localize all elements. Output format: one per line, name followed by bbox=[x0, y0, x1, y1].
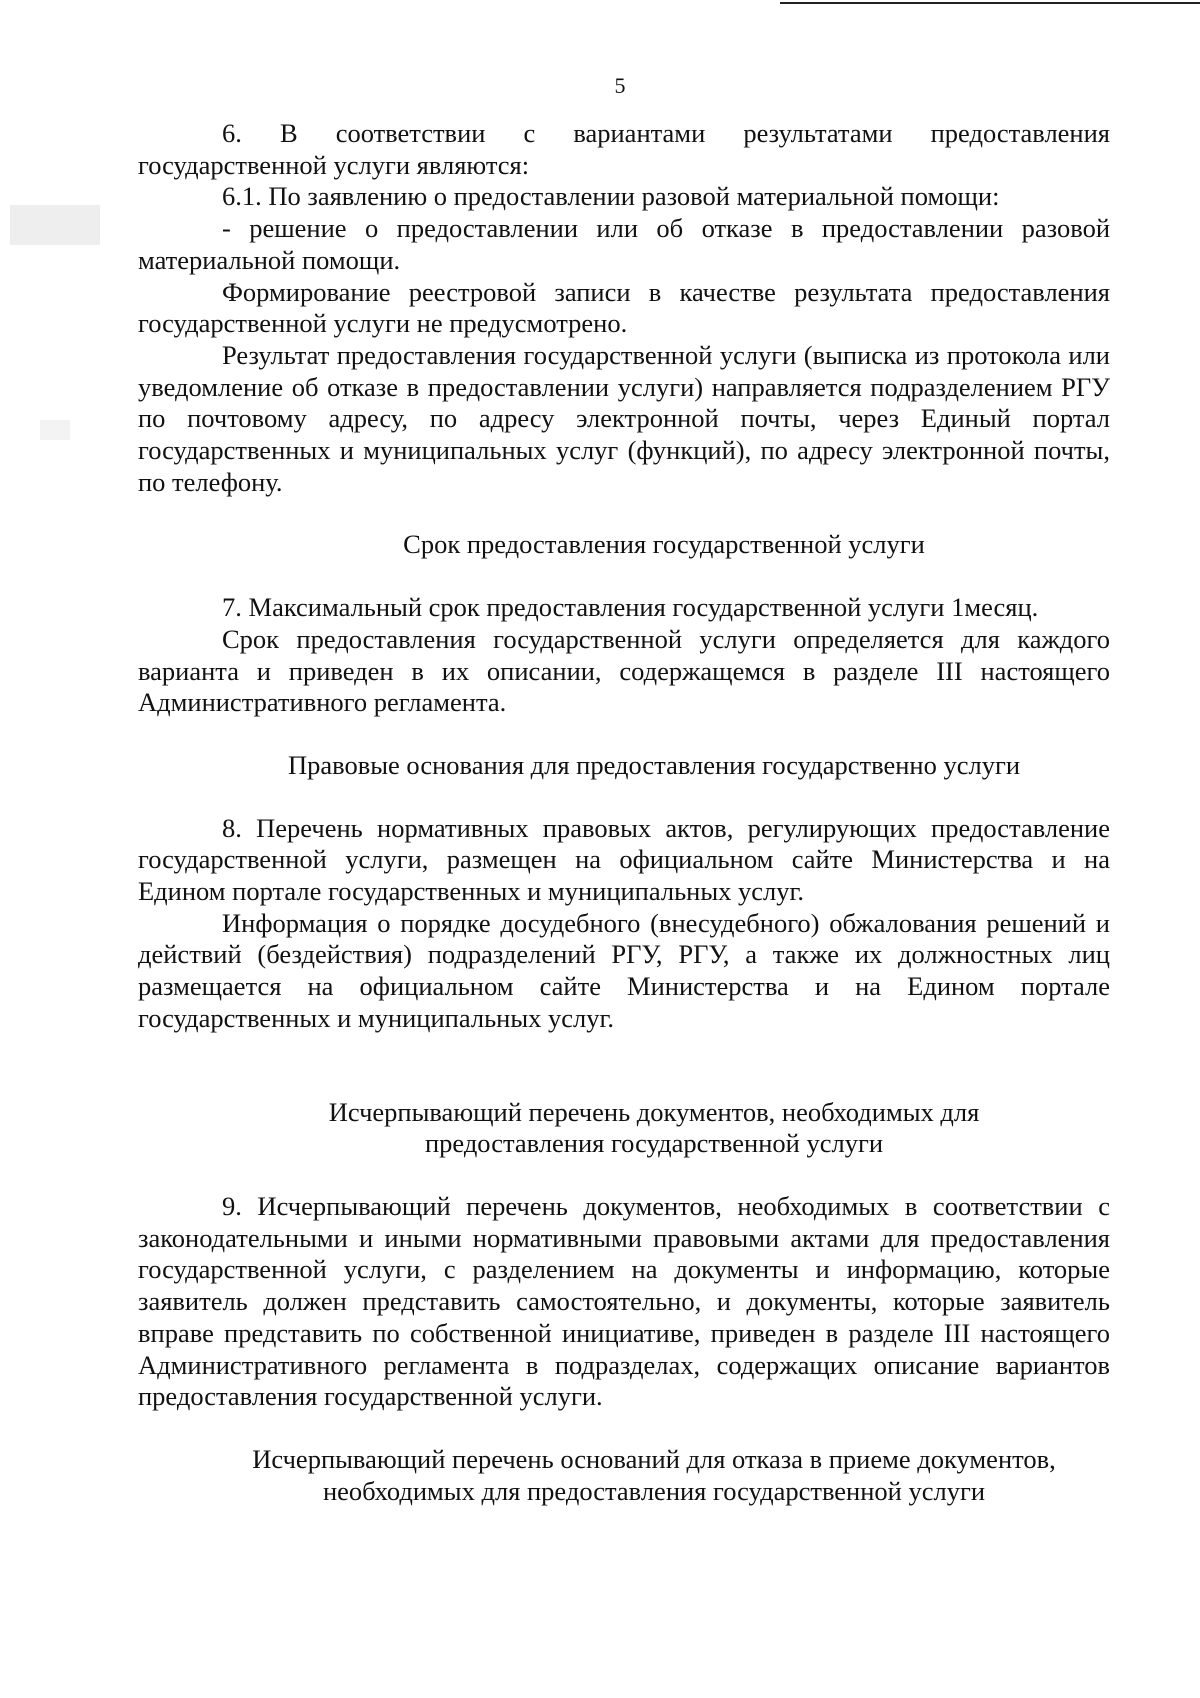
paragraph-registry: Формирование реестровой записи в качестве результата предоставления государственной услуги не предусмотрено. bbox=[138, 276, 1110, 339]
scan-artifact bbox=[40, 420, 70, 440]
heading-documents-line2: предоставления государственной услуги bbox=[424, 1128, 884, 1159]
paragraph-8: 8. Перечень нормативных правовых актов, регулирующих предоставление государственной услуги, размещен на официальном сайте Министерства и на Едином портале государственных и муниципальных услуг. bbox=[138, 812, 1110, 907]
heading-legal-basis: Правовые основания для предоставления государственно услуги bbox=[288, 749, 1020, 780]
document-body bbox=[138, 118, 1110, 1507]
paragraph-6: 6. В соответствии с вариантами результатами предоставления государственной услуги являются: bbox=[138, 118, 1110, 180]
paragraph-6-1-item: - решение о предоставлении или об отказе в предоставлении разовой материальной помощи. bbox=[138, 213, 1110, 275]
heading-documents-line1: Исчерпывающий перечень документов, необходимых для bbox=[328, 1096, 980, 1127]
heading-refusal-line2: необходимых для предоставления государственной услуги bbox=[322, 1475, 986, 1506]
heading-refusal-line1: Исчерпывающий перечень оснований для отказа в приеме документов, bbox=[252, 1443, 1056, 1474]
heading-term: Срок предоставления государственной услуги bbox=[403, 529, 925, 560]
paragraph-9: 9. Исчерпывающий перечень документов, необходимых в соответствии с законодательными и иными нормативными правовыми актами для предоставления государственной услуги, с разделением на документы и информацию, которые заявитель должен представить самостоятельно, и документы, которые заявитель вправе представить по собственной инициативе, приведен в разделе III настоящего Административного регламента в подразделах, содержащих описание вариантов предоставления государственной услуги. bbox=[138, 1190, 1110, 1412]
scan-artifact bbox=[10, 205, 100, 245]
paragraph-result: Результат предоставления государственной услуги (выписка из протокола или уведомление об отказе в предоставлении услуги) направляется подразделением РГУ по почтовому адресу, по адресу электронной почты, через Единый портал государственных и муниципальных услуг (функций), по адресу электронной почты, по телефону. bbox=[138, 339, 1110, 497]
page-number: 5 bbox=[614, 73, 626, 98]
paragraph-7: 7. Максимальный срок предоставления государственной услуги 1месяц. bbox=[222, 592, 1039, 623]
paragraph-7-term: Срок предоставления государственной услуги определяется для каждого варианта и приведен в их описании, содержащемся в разделе III настоящего Административного регламента. bbox=[138, 623, 1110, 718]
scan-top-border bbox=[780, 2, 1200, 4]
paragraph-6-1: 6.1. По заявлению о предоставлении разовой материальной помощи: bbox=[222, 181, 1000, 212]
paragraph-8-appeal: Информация о порядке досудебного (внесудебного) обжалования решений и действий (бездействия) подразделений РГУ, РГУ, а также их должностных лиц размещается на официальном сайте Министерства и на Едином портале государственных и муниципальных услуг. bbox=[138, 907, 1110, 1033]
